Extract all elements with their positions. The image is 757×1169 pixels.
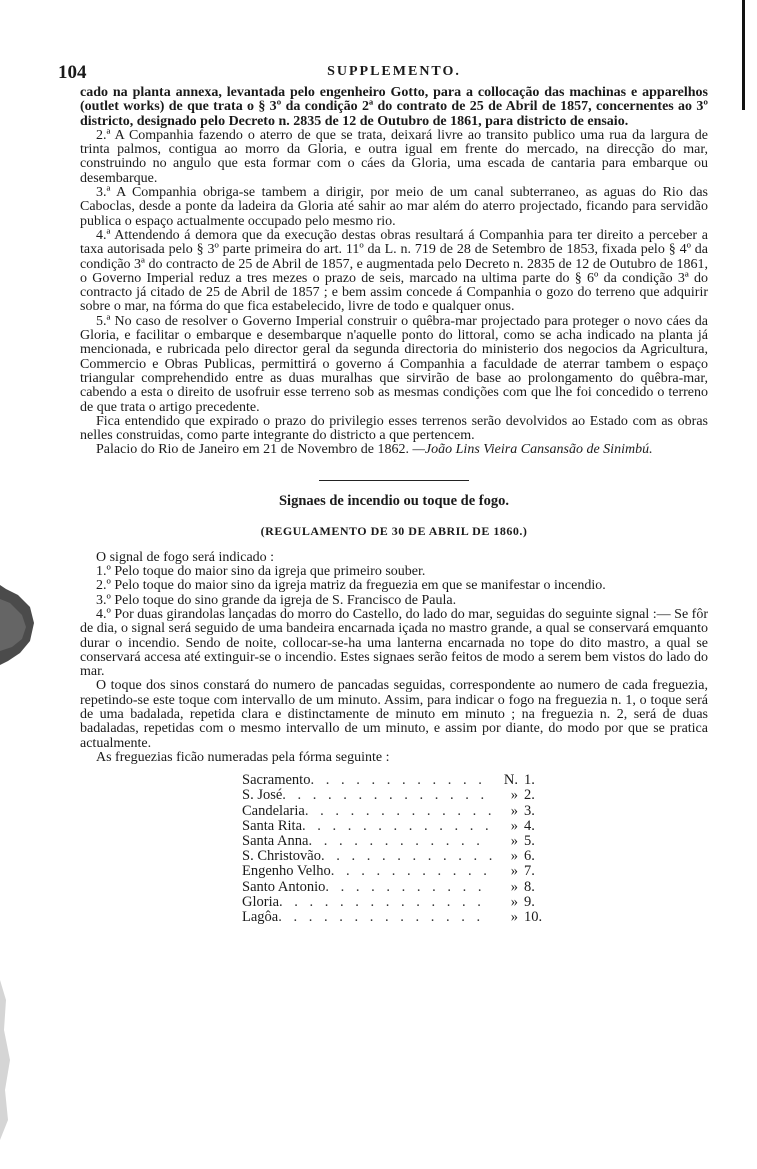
parish-name: Sacramento — [242, 772, 311, 789]
paragraph-intro: cado na planta annexa, levantada pelo engenheiro Gotto, para a collocação das machinas e apparelhos (outlet works) de que trata o § 3º da condição 2ª do contrato de 25 de Abril de 1857, concernentes ao 3º districto, designado pelo Decreto n. 2835 de 12 de Outubro de 1861, para districto de ensaio. — [80, 85, 708, 129]
fire-signal-intro: O signal de fogo será indicado : — [96, 549, 275, 565]
parish-name: Gloria — [242, 893, 280, 910]
fire-signal-item-4: 4.º Por duas girandolas lançadas do morro do Castello, do lado do mar, seguidas do seguinte signal :— Se fôr de dia, o signal será seguido de uma bandeira encarnada içada no mastro grande, a qual se conservará emquanto durar o incendio. Sendo de noite, collocar-se-ha uma lanterna encarnada no tope do dito mastro, a qual se conservará accesa até extinguir-se o incendio. Estes signaes serão feitos de modo a serem bem vistos do lado do mar. — [80, 606, 708, 680]
dot-leader — [331, 864, 492, 879]
section-divider — [319, 480, 469, 481]
page-edge-stain — [0, 980, 20, 1140]
section-subtitle: (REGULAMENTO DE 30 DE ABRIL DE 1860.) — [260, 523, 528, 538]
signature-name: —João Lins Vieira Cansansão de Sinimbú. — [412, 442, 653, 458]
parish-mark: » — [510, 848, 518, 865]
paragraph-privilege: Fica entendido que expirado o prazo do privilegio esses terrenos serão devolvidos ao Estado com as obras nelles construidas, como parte integrante do districto a que pertencem. — [80, 413, 708, 444]
parish-mark: » — [510, 817, 518, 834]
parish-mark: » — [510, 787, 518, 804]
page-edge-fold — [0, 585, 36, 665]
dot-leader — [278, 910, 492, 925]
parish-row — [242, 773, 552, 788]
parish-row — [242, 819, 552, 834]
parish-mark: » — [510, 909, 518, 925]
parish-number: 6. — [524, 848, 535, 865]
parish-row — [242, 880, 552, 895]
parish-number: 2. — [524, 787, 535, 804]
parish-number: 5. — [524, 832, 535, 849]
margin-rule-line — [742, 0, 745, 110]
parish-number: 1. — [524, 772, 535, 789]
parish-mark: » — [510, 893, 518, 910]
parish-mark: » — [510, 802, 518, 819]
dot-leader — [310, 773, 492, 788]
page-number: 104 — [58, 62, 87, 83]
parish-number: 4. — [524, 817, 535, 834]
parish-list — [242, 773, 552, 925]
parish-name: S. José — [242, 787, 283, 804]
parish-number: 10. — [524, 909, 543, 925]
signature-paragraph — [80, 443, 708, 457]
paragraph-condition-2: 2.ª A Companhia fazendo o aterro de que se trata, deixará livre ao transito publico uma rua da largura de trinta palmos, contigua ao morro da Gloria, e outra igual em frente do mercado, na direcção do mar, construindo no angulo que esta formar com o cáes da Gloria, uma escada de cantaria para embarque ou desembarque. — [80, 127, 708, 186]
dot-leader — [282, 788, 492, 803]
parish-mark: » — [510, 832, 518, 849]
parish-row — [242, 788, 552, 803]
parish-mark: » — [510, 863, 518, 880]
paragraph-condition-4: 4.ª Attendendo á demora que da execução destas obras resultará á Companhia para ter direito a perceber a taxa autorisada pelo § 3º parte primeira do art. 11º da L. n. 719 de 28 de Setembro de 1853, fixada pelo § 4º da condição 3ª do contracto de 25 de Abril de 1857, e augmentada pelo Decreto n. 2835 de 12 de Outubro de 1861, o Governo Imperial reduz a tres mezes o prazo de seis, marcado na ultima parte do § 6º da condição 3ª do contracto já citado de 25 de Abril de 1857 ; e bem assim concede á Companhia o gozo do terreno que adquirir sobre o mar, na fórma do que fica estabelecido, livre de todo e qualquer onus. — [80, 227, 708, 315]
paragraph-condition-3: 3.ª A Companhia obriga-se tambem a dirigir, por meio de um canal subterraneo, as aguas do Rio das Caboclas, desde a ponte da ladeira da Gloria até sahir ao mar além do aterro projectado, ficando para servidão publica o espaço actualmente occupado pelo mesmo rio. — [80, 185, 708, 229]
page-header — [58, 62, 708, 83]
parish-name: Santa Anna — [242, 832, 309, 849]
parish-mark: » — [510, 878, 518, 895]
dot-leader — [302, 819, 492, 834]
dot-leader — [279, 895, 492, 910]
parish-name: Santa Rita — [242, 817, 303, 834]
parish-number: 8. — [524, 878, 535, 895]
parish-name: Santo Antonio — [242, 878, 326, 895]
fire-signal-item-1: 1.º Pelo toque do maior sino da igreja que primeiro souber. — [96, 564, 426, 580]
bell-toll-paragraph: O toque dos sinos constará do numero de pancadas seguidas, correspondente ao numero de cada freguezia, repetindo-se este toque com intervallo de um minuto. Assim, para indicar o fogo na freguezia n. 1, o toque será de uma badalada, repetida clara e distinctamente de minuto em minuto ; na freguezia n. 2, será de duas badaladas, repetidas com o mesmo intervallo de um minuto, e assim por diante, do modo por que se pratica actualmente. — [80, 678, 708, 751]
fire-signal-item-2: 2.º Pelo toque do maior sino da igreja matriz da freguezia em que se manifestar o incendio. — [96, 578, 606, 594]
dot-leader — [305, 804, 492, 819]
parish-number: 9. — [524, 893, 535, 910]
parish-row — [242, 910, 552, 925]
parish-row — [242, 834, 552, 849]
parish-row — [242, 895, 552, 910]
parish-name: Lagôa — [242, 909, 279, 925]
parish-number: 3. — [524, 802, 535, 819]
parish-number: 7. — [524, 863, 535, 880]
dot-leader — [321, 849, 492, 864]
parish-name: Engenho Velho — [242, 863, 331, 880]
signature-date-line: Palacio do Rio de Janeiro em 21 de Novembro de 1862. — [96, 442, 409, 458]
paragraph-condition-5: 5.ª No caso de resolver o Governo Imperial construir o quêbra-mar projectado para proteger o novo cáes da Gloria, e facilitar o embarque e desembarque n'aquelle ponto do littoral, como se acha indicado na planta já mencionada, e rubricada pelo director geral da segunda directoria do ministerio dos negocios da Agricultura, Commercio e Obras Publicas, permittirá o governo á Companhia a faculdade de aterrar tambem o espaço triangular comprehendido entre as duas muralhas que sirvirão de base ao prolongamento do quêbra-mar, cabendo a esta o direito de usofruir esse terreno sob as mesmas condições com que lhe foi concedido o terreno de que trata o artigo precedente. — [80, 313, 708, 415]
dot-leader — [325, 880, 492, 895]
parish-name: Candelaria — [242, 802, 305, 819]
parish-row — [242, 864, 552, 879]
parish-list-intro: As freguezias ficão numeradas pela fórma seguinte : — [96, 749, 390, 765]
parish-row — [242, 804, 552, 819]
parish-row — [242, 849, 552, 864]
running-head: SUPPLEMENTO. — [327, 64, 461, 79]
dot-leader — [308, 834, 492, 849]
parish-name: S. Christovão — [242, 848, 321, 865]
parish-mark: N. — [503, 772, 518, 789]
document-page — [58, 62, 708, 925]
fire-signal-item-3: 3.º Pelo toque do sino grande da igreja de S. Francisco de Paula. — [96, 592, 457, 608]
section-title: Signaes de incendio ou toque de fogo. — [278, 492, 510, 509]
